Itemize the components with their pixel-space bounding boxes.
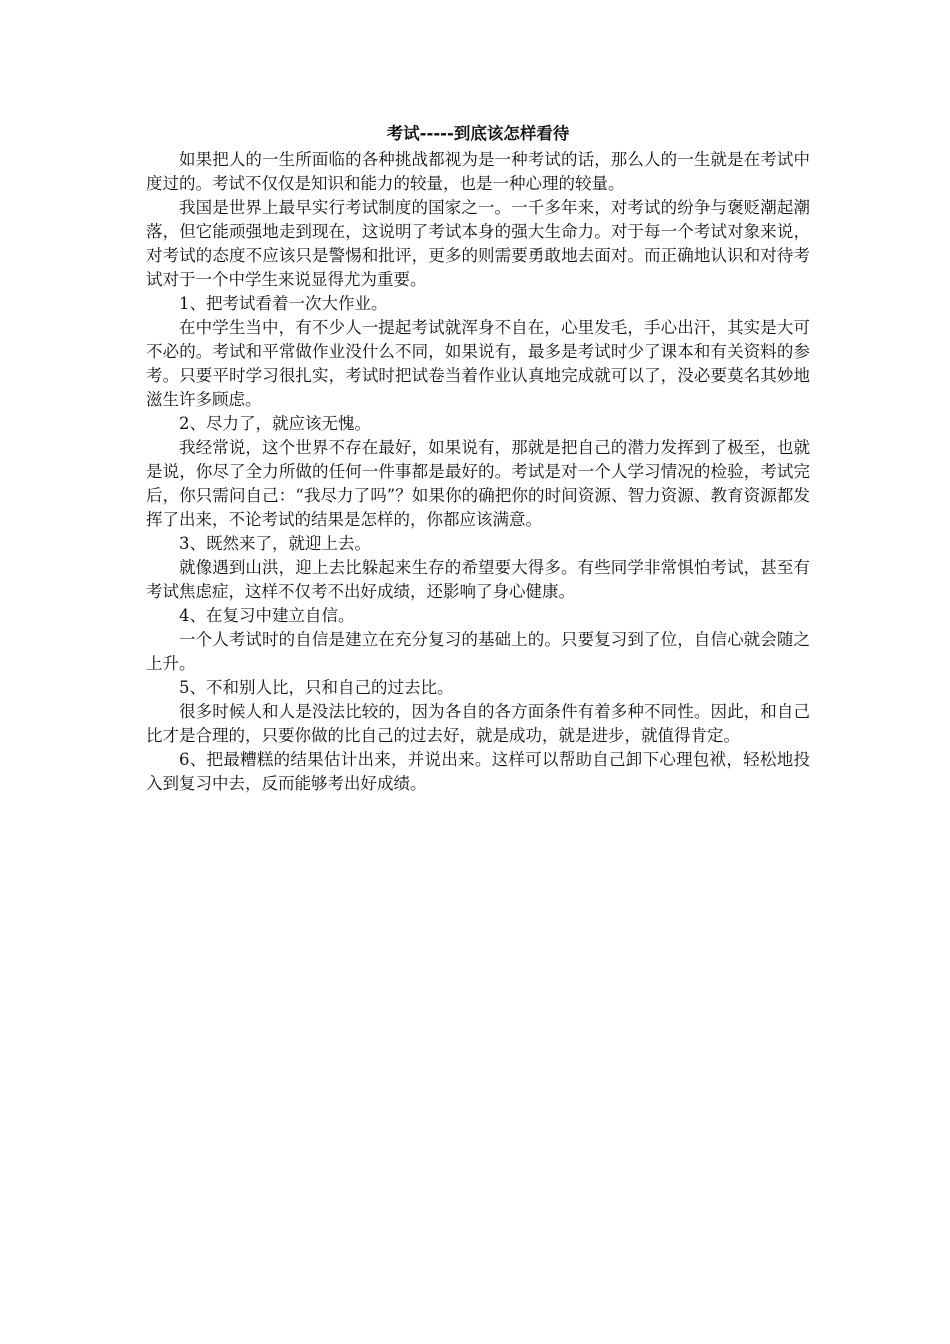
point-6-paragraph: 6、把最糟糕的结果估计出来，并说出来。这样可以帮助自己卸下心理包袱，轻松地投入到复习中去，反而能够考出好成绩。 [146, 750, 810, 793]
point-4-heading: 4、在复习中建立自信。 [179, 606, 355, 625]
point-5-heading: 5、不和别人比，只和自己的过去比。 [179, 678, 454, 697]
paragraph-history: 我国是世界上最早实行考试制度的国家之一。一千多年来，对考试的纷争与褒贬潮起潮落，但它能顽强地走到现在，这说明了考试本身的强大生命力。对于每一个考试对象来说，对考试的态度不应该只是警惕和批评，更多的则需要勇敢地去面对。而正确地认识和对待考试对于一个中学生来说显得尤为重要。 [146, 198, 810, 289]
document-body [146, 122, 810, 796]
point-1-heading: 1、把考试看着一次大作业。 [179, 294, 388, 313]
point-3-heading: 3、既然来了，就迎上去。 [179, 534, 371, 553]
point-4-body: 一个人考试时的自信是建立在充分复习的基础上的。只要复习到了位，自信心就会随之上升。 [146, 630, 810, 673]
document-title: 考试-----到底该怎样看待 [386, 124, 570, 143]
paragraph-intro: 如果把人的一生所面临的各种挑战都视为是一种考试的话，那么人的一生就是在考试中度过的。考试不仅仅是知识和能力的较量，也是一种心理的较量。 [146, 150, 810, 193]
point-1-body: 在中学生当中，有不少人一提起考试就浑身不自在，心里发毛，手心出汗，其实是大可不必的。考试和平常做作业没什么不同，如果说有，最多是考试时少了课本和有关资料的参考。只要平时学习很扎实，考试时把试卷当着作业认真地完成就可以了，没必要莫名其妙地滋生许多顾虑。 [146, 318, 810, 409]
point-2-body: 我经常说，这个世界不存在最好，如果说有，那就是把自己的潜力发挥到了极至，也就是说，你尽了全力所做的任何一件事都是最好的。考试是对一个人学习情况的检验，考试完后，你只需问自己：“我尽力了吗”？如果你的确把你的时间资源、智力资源、教育资源都发挥了出来，不论考试的结果是怎样的，你都应该满意。 [146, 438, 810, 529]
point-3-body: 就像遇到山洪，迎上去比躲起来生存的希望要大得多。有些同学非常惧怕考试，甚至有考试焦虑症，这样不仅考不出好成绩，还影响了身心健康。 [146, 558, 810, 601]
point-5-body: 很多时候人和人是没法比较的，因为各自的各方面条件有着多种不同性。因此，和自己比才是合理的，只要你做的比自己的过去好，就是成功，就是进步，就值得肯定。 [146, 702, 810, 745]
point-2-heading: 2、尽力了，就应该无愧。 [179, 414, 371, 433]
